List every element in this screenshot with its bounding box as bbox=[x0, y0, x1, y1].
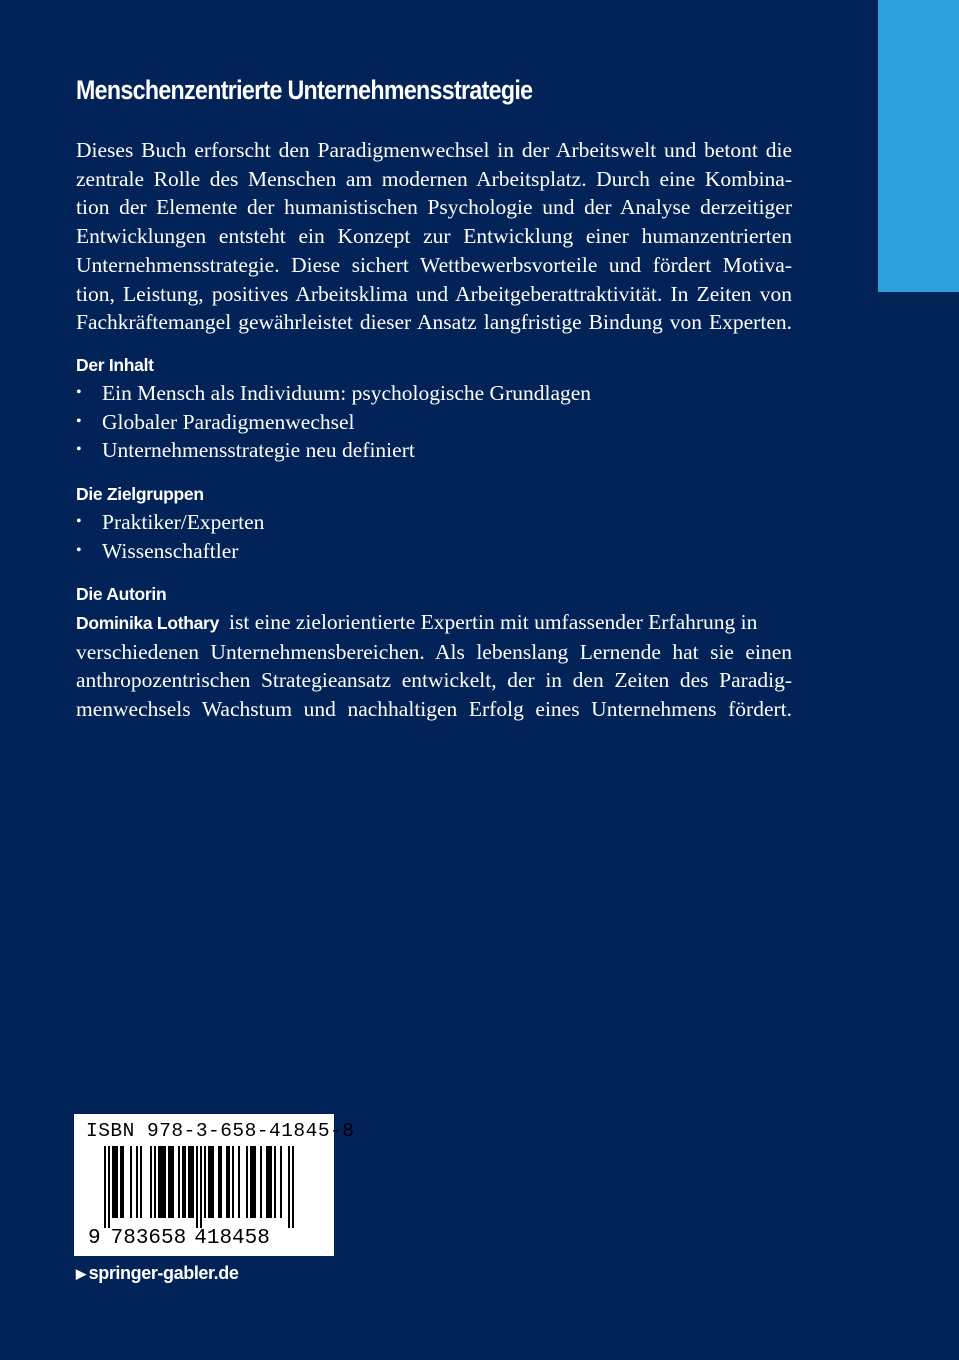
barcode-bar bbox=[162, 1146, 164, 1218]
list-item-text: Unternehmensstrategie neu definiert bbox=[102, 438, 415, 463]
barcode-bar bbox=[130, 1146, 132, 1218]
barcode-bar bbox=[210, 1146, 212, 1218]
description bbox=[76, 136, 792, 337]
author-heading: Die Autorin bbox=[76, 584, 167, 604]
barcode-bar bbox=[252, 1146, 254, 1218]
content-list bbox=[76, 379, 591, 465]
barcode-bar bbox=[190, 1146, 192, 1218]
barcode-bar bbox=[116, 1146, 118, 1218]
barcode-bar bbox=[140, 1146, 142, 1218]
author-bio-line: menwechsels Wachstum und nachhaltigen Erfolg eines Unternehmens fördert. bbox=[76, 697, 792, 722]
barcode-bar bbox=[150, 1146, 152, 1218]
list-item bbox=[76, 408, 591, 437]
barcode-bar bbox=[228, 1146, 230, 1218]
barcode-bar bbox=[238, 1146, 240, 1218]
barcode-bar bbox=[232, 1146, 234, 1218]
description-line: tion der Elemente der humanistischen Psychologie und der Analyse derzeitiger bbox=[76, 195, 792, 220]
description-line: Unternehmensstrategie. Diese sichert Wettbewerbsvorteile und fördert Motiva- bbox=[76, 252, 792, 277]
arrow-right-icon: ▶ bbox=[76, 1266, 86, 1281]
list-item-text: Praktiker/Experten bbox=[102, 510, 265, 534]
barcode-bar bbox=[268, 1146, 270, 1218]
bullet-icon: • bbox=[76, 412, 82, 430]
barcode-right-digits: 418458 bbox=[194, 1227, 270, 1250]
barcode-bar bbox=[122, 1146, 124, 1218]
audience-heading: Die Zielgruppen bbox=[76, 484, 204, 504]
barcode-bars bbox=[104, 1146, 308, 1228]
author-bio bbox=[76, 608, 792, 724]
publisher-url: springer-gabler.de bbox=[88, 1263, 239, 1283]
barcode-bar bbox=[158, 1146, 160, 1218]
barcode-bar bbox=[192, 1146, 194, 1218]
barcode-bar bbox=[218, 1146, 220, 1218]
author-name: Dominika Lothary bbox=[76, 613, 220, 633]
barcode-bar bbox=[112, 1146, 114, 1218]
barcode-bar bbox=[182, 1146, 184, 1218]
barcode-bar bbox=[154, 1146, 156, 1218]
audience-list bbox=[76, 508, 264, 565]
bullet-icon: • bbox=[76, 513, 82, 530]
barcode-lead-digit: 9 bbox=[88, 1227, 101, 1250]
barcode-bar bbox=[266, 1146, 268, 1218]
author-bio-line: anthropozentrischen Strategieansatz entwickelt, der in den Zeiten des Paradig- bbox=[76, 668, 792, 693]
publisher-link[interactable] bbox=[76, 1262, 238, 1286]
barcode-bar bbox=[108, 1146, 110, 1228]
content-heading: Der Inhalt bbox=[76, 355, 154, 375]
barcode-bar bbox=[288, 1146, 290, 1228]
barcode-bar bbox=[204, 1146, 206, 1218]
accent-bar bbox=[878, 0, 959, 292]
list-item bbox=[76, 436, 591, 465]
barcode-bar bbox=[164, 1146, 166, 1218]
barcode-bar bbox=[196, 1146, 198, 1228]
list-item-text: Ein Mensch als Individuum: psychologische Grundlagen bbox=[102, 381, 592, 405]
barcode-bar bbox=[114, 1146, 116, 1218]
barcode-bar bbox=[250, 1146, 252, 1218]
barcode-bar bbox=[208, 1146, 210, 1218]
list-item bbox=[76, 537, 264, 566]
barcode-digits bbox=[88, 1226, 270, 1252]
description-line: Dieses Buch erforscht den Paradigmenwechsel in der Arbeitswelt und betont die bbox=[76, 138, 792, 162]
barcode-bar bbox=[274, 1146, 276, 1218]
list-item bbox=[76, 379, 591, 408]
barcode-bar bbox=[212, 1146, 214, 1218]
barcode-bar bbox=[270, 1146, 272, 1218]
isbn-label: ISBN 978-3-658-41845-8 bbox=[86, 1120, 355, 1142]
bullet-icon: • bbox=[76, 541, 82, 559]
author-bio-text: ist eine zielorientierte Expertin mit umfassender Erfahrung in bbox=[229, 610, 758, 634]
barcode-bar bbox=[226, 1146, 228, 1218]
isbn-barcode bbox=[74, 1114, 355, 1256]
barcode-bar bbox=[120, 1146, 122, 1218]
barcode-bar bbox=[172, 1146, 174, 1218]
barcode-bar bbox=[168, 1146, 170, 1218]
description-line: Fachkräftemangel gewährleistet dieser Ansatz langfristige Bindung von Experten. bbox=[76, 310, 792, 335]
bullet-icon: • bbox=[76, 441, 82, 459]
author-bio-first-line bbox=[76, 608, 792, 638]
book-title: Menschenzentrierte Unternehmensstrategie bbox=[76, 75, 533, 105]
barcode-bar bbox=[220, 1146, 222, 1218]
list-item-text: Globaler Paradigmenwechsel bbox=[102, 409, 355, 434]
barcode-bar bbox=[188, 1146, 190, 1218]
barcode-bar bbox=[184, 1146, 186, 1218]
description-line: tion, Leistung, positives Arbeitsklima und Arbeitgeberattraktivität. In Zeiten von bbox=[76, 281, 792, 306]
barcode-bar bbox=[136, 1146, 138, 1218]
barcode-bar bbox=[292, 1146, 294, 1228]
description-line: Entwicklungen entsteht ein Konzept zur Entwicklung einer humanzentrierten bbox=[76, 224, 792, 249]
description-line: zentrale Rolle des Menschen am modernen Arbeitsplatz. Durch eine Kombina- bbox=[76, 166, 792, 191]
barcode-bar bbox=[254, 1146, 256, 1218]
barcode-bar bbox=[260, 1146, 262, 1218]
barcode-bar bbox=[178, 1146, 180, 1218]
barcode-left-digits: 783658 bbox=[110, 1227, 187, 1250]
barcode-bar bbox=[246, 1146, 248, 1218]
bullet-icon: • bbox=[76, 384, 82, 401]
author-bio-line: verschiedenen Unternehmensbereichen. Als lebenslang Lernende hat sie einen bbox=[76, 639, 792, 664]
list-item bbox=[76, 508, 264, 537]
barcode-bar bbox=[104, 1146, 106, 1228]
barcode-bar bbox=[170, 1146, 172, 1218]
barcode-bar bbox=[160, 1146, 162, 1218]
barcode-bar bbox=[280, 1146, 282, 1218]
barcode-bar bbox=[200, 1146, 202, 1228]
list-item-text: Wissenschaftler bbox=[102, 538, 239, 563]
